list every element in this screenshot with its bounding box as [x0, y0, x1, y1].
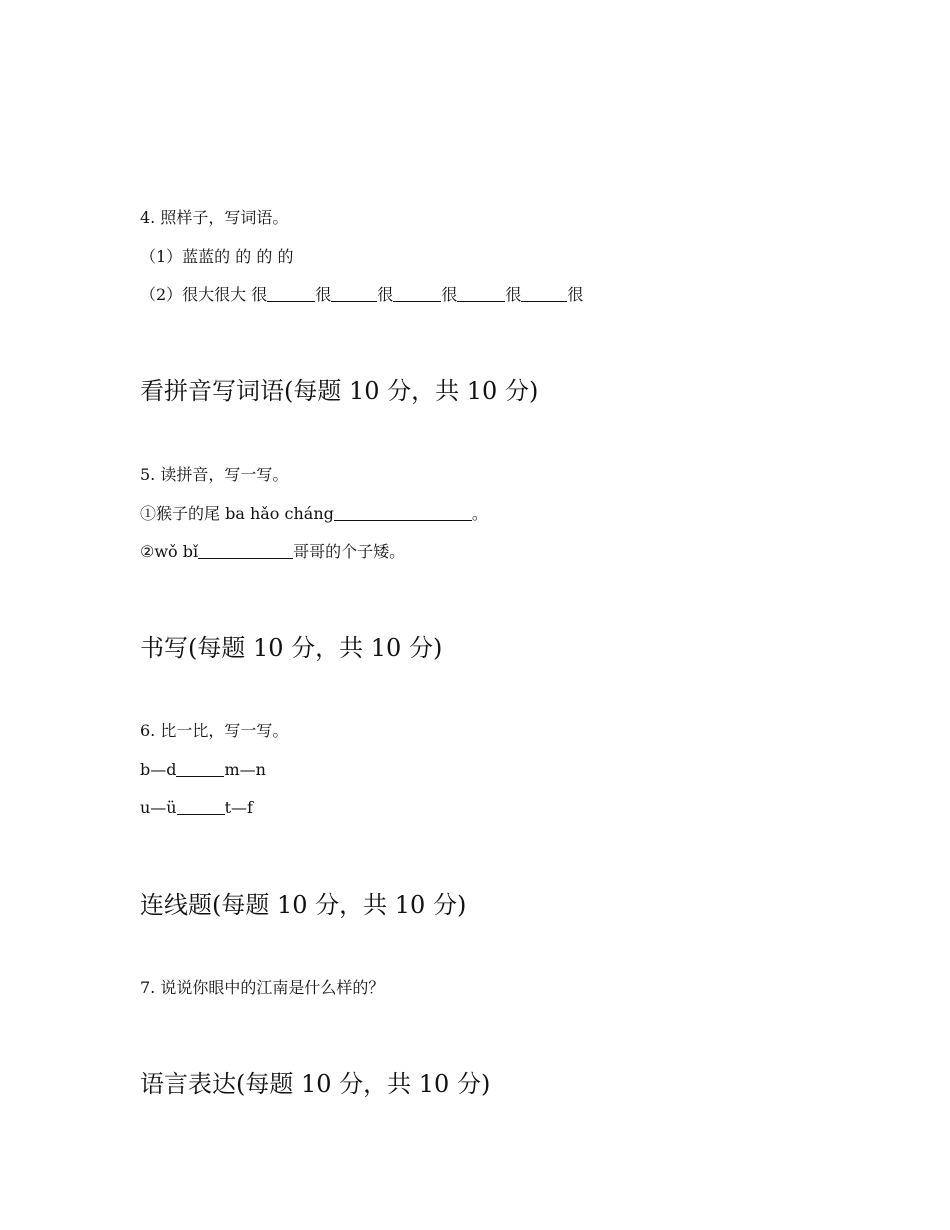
- section-heading-writing: 书写(每题 10 分，共 10 分): [140, 634, 443, 662]
- q5-prompt: 5. 读拼音，写一写。: [140, 465, 289, 484]
- q6-row2-left: u—ü: [140, 798, 177, 817]
- q6-row1-right: m—n: [224, 760, 266, 779]
- answer-blank[interactable]: [457, 285, 505, 302]
- q4-sub2-word: 很: [315, 285, 332, 304]
- q5-item2: [140, 541, 405, 563]
- q5-item2-text: ②wǒ bǐ: [140, 542, 199, 561]
- answer-blank[interactable]: [176, 760, 224, 777]
- q4-prompt: 4. 照样子，写词语。: [140, 208, 289, 227]
- q4-sub2: [140, 284, 583, 306]
- section-heading-expression: 语言表达(每题 10 分，共 10 分): [140, 1070, 491, 1098]
- section-heading-matching: 连线题(每题 10 分，共 10 分): [140, 891, 467, 919]
- q5-item1-end: 。: [471, 504, 488, 523]
- answer-blank[interactable]: [198, 542, 293, 559]
- section-heading-pinyin: 看拼音写词语(每题 10 分，共 10 分): [140, 377, 539, 405]
- q6-row2: [140, 797, 253, 819]
- q4-sub2-prefix: （2）很大很大 很: [140, 285, 268, 304]
- q4-sub2-word: 很: [505, 285, 522, 304]
- q6-row1-left: b—d: [140, 760, 177, 779]
- answer-blank[interactable]: [521, 285, 567, 302]
- q4-sub2-word: 很: [377, 285, 394, 304]
- q4-sub2-word: 很: [441, 285, 458, 304]
- answer-blank[interactable]: [177, 798, 225, 815]
- q5-item1-text: ①猴子的尾 ba hǎo cháng: [140, 504, 334, 523]
- q6-prompt: 6. 比一比，写一写。: [140, 721, 289, 740]
- answer-blank[interactable]: [331, 285, 377, 302]
- q6-row2-right: t—f: [224, 798, 253, 817]
- q6-row1: [140, 759, 266, 781]
- q4-sub2-word: 很: [567, 285, 584, 304]
- q5-item2-end: 哥哥的个子矮。: [293, 542, 406, 561]
- answer-blank[interactable]: [334, 504, 472, 521]
- answer-blank[interactable]: [267, 285, 315, 302]
- q5-item1: [140, 503, 488, 525]
- answer-blank[interactable]: [393, 285, 441, 302]
- q7-prompt: 7. 说说你眼中的江南是什么样的？: [140, 978, 385, 997]
- q4-sub1: （1）蓝蓝的 的 的 的: [140, 247, 294, 266]
